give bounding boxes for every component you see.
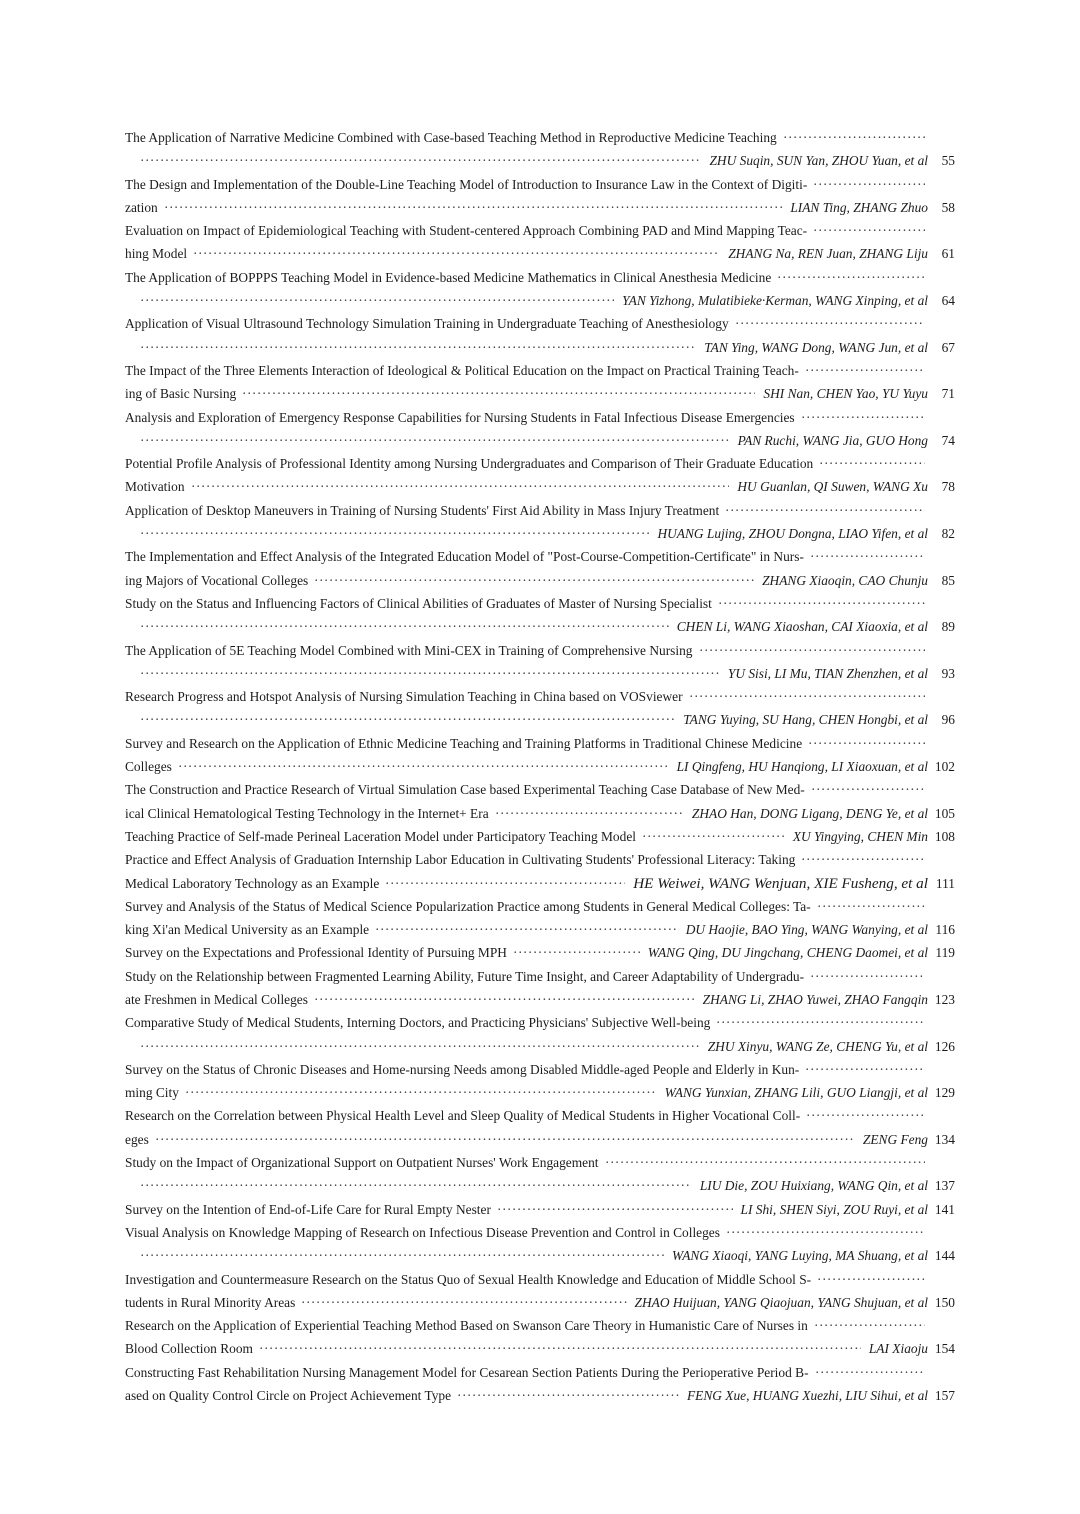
toc-entry-title-line (125, 1314, 955, 1337)
toc-entry[interactable] (125, 1104, 955, 1151)
toc-entry-title-line (125, 1361, 955, 1384)
toc-entry-author-line (125, 1244, 955, 1267)
dot-leader (806, 1104, 925, 1127)
dot-leader (801, 406, 925, 429)
dot-leader (735, 312, 925, 335)
entry-authors: ZHANG Xiaoqin, CAO Chunju (758, 569, 928, 592)
entry-authors: WANG Qing, DU Jingchang, CHENG Daomei, et al (644, 941, 928, 964)
dot-leader (140, 1244, 664, 1267)
toc-entry-title-line (125, 1058, 955, 1081)
entry-authors: SHI Nan, CHEN Yao, YU Yuyu (759, 382, 928, 405)
toc-entry-author-line (125, 825, 955, 848)
toc-entry-author-line (125, 872, 955, 895)
dot-leader (164, 196, 782, 219)
toc-entry[interactable] (125, 778, 955, 825)
entry-page-number: 93 (941, 665, 955, 681)
toc-entry[interactable] (125, 1221, 955, 1268)
dot-leader (185, 1081, 657, 1104)
toc-entry-author-line (125, 662, 955, 685)
toc-entry[interactable] (125, 965, 955, 1012)
entry-authors: LI Shi, SHEN Siyi, ZOU Ruyi, et al (737, 1198, 928, 1221)
dot-leader (140, 336, 696, 359)
toc-entry[interactable] (125, 219, 955, 266)
entry-page-number: 85 (941, 572, 955, 588)
entry-title-text: Study on the Impact of Organizational Support on Outpatient Nurses' Work Engagement (125, 1151, 603, 1174)
entry-page-number: 129 (934, 1085, 955, 1101)
toc-entry-author-line (125, 988, 955, 1011)
entry-title-text: Application of Desktop Maneuvers in Training of Nursing Students' First Aid Ability in Mass Injury Treatment (125, 499, 723, 522)
toc-entry-author-line (125, 569, 955, 592)
toc-entry-author-line (125, 289, 955, 312)
toc-entry-title-line (125, 1104, 955, 1127)
toc-entry-title-line (125, 1151, 955, 1174)
toc-entry-author-line (125, 149, 955, 172)
dot-leader (813, 173, 925, 196)
dot-leader (495, 802, 684, 825)
toc-entry[interactable] (125, 1011, 955, 1058)
toc-entry-title-line (125, 266, 955, 289)
toc-entry-author-line (125, 615, 955, 638)
toc-entry-author-line (125, 196, 955, 219)
dot-leader (457, 1384, 679, 1407)
dot-leader (817, 895, 925, 918)
toc-entry[interactable] (125, 825, 955, 848)
toc-entry-title-line (125, 1221, 955, 1244)
toc-entry-title-line (125, 312, 955, 335)
toc-entry[interactable] (125, 499, 955, 546)
entry-authors: XU Yingying, CHEN Min (789, 825, 928, 848)
toc-entry-title-line (125, 219, 955, 242)
toc-entry[interactable] (125, 173, 955, 220)
toc-entry-title-line (125, 499, 955, 522)
entry-page-number: 157 (934, 1388, 955, 1404)
toc-entry[interactable] (125, 359, 955, 406)
entry-page-number: 150 (934, 1294, 955, 1310)
entry-page-number: 116 (935, 922, 955, 938)
entry-title-tail: ing Majors of Vocational Colleges (125, 569, 312, 592)
dot-leader (140, 522, 649, 545)
entry-title-tail: ate Freshmen in Medical Colleges (125, 988, 312, 1011)
dot-leader (810, 545, 925, 568)
toc-entry-author-line (125, 918, 955, 941)
toc-entry[interactable] (125, 895, 955, 942)
toc-entry-title-line (125, 592, 955, 615)
entry-title-text: Research on the Correlation between Physical Health Level and Sleep Quality of Medical Students in Higher Vocational Coll- (125, 1104, 804, 1127)
toc-entry-title-line (125, 848, 955, 871)
dot-leader (242, 382, 755, 405)
dot-leader (819, 452, 925, 475)
entry-page-number: 126 (934, 1038, 955, 1054)
dot-leader (605, 1151, 925, 1174)
entry-title-text: Constructing Fast Rehabilitation Nursing Management Model for Cesarean Section Patients During the Perioperative Period B- (125, 1361, 813, 1384)
toc-entry[interactable] (125, 1058, 955, 1105)
entry-page-number: 119 (935, 945, 955, 961)
dot-leader (497, 1198, 733, 1221)
toc-entry[interactable] (125, 406, 955, 453)
entry-authors: YU Sisi, LI Mu, TIAN Zhenzhen, et al (724, 662, 928, 685)
entry-page-number: 144 (934, 1248, 955, 1264)
toc-entry-author-line (125, 522, 955, 545)
toc-entry-author-line (125, 1198, 955, 1221)
dot-leader (385, 872, 625, 895)
entry-title-tail: Colleges (125, 755, 176, 778)
entry-authors: HUANG Lujing, ZHOU Dongna, LIAO Yifen, et al (653, 522, 928, 545)
dot-leader (140, 149, 701, 172)
table-of-contents (125, 126, 955, 1407)
entry-authors: ZENG Feng (859, 1128, 928, 1151)
entry-page-number: 78 (941, 479, 955, 495)
entry-page-number: 137 (934, 1178, 955, 1194)
entry-page-number: 89 (941, 619, 955, 635)
entry-authors: LI Qingfeng, HU Hanqiong, LI Xiaoxuan, et al (673, 755, 928, 778)
dot-leader (140, 289, 614, 312)
entry-title-text: Evaluation on Impact of Epidemiological Teaching with Student-centered Approach Combining PAD and Mind Mapping Teac- (125, 219, 811, 242)
entry-title-tail: ical Clinical Hematological Testing Technology in the Internet+ Era (125, 802, 493, 825)
dot-leader (726, 1221, 925, 1244)
entry-page-number: 134 (934, 1131, 955, 1147)
dot-leader (814, 1314, 925, 1337)
toc-entry[interactable] (125, 1314, 955, 1361)
toc-entry-author-line (125, 1128, 955, 1151)
dot-leader (178, 755, 669, 778)
dot-leader (314, 988, 695, 1011)
entry-title-text: Survey on the Status of Chronic Diseases and Home-nursing Needs among Disabled Middle-aged People and Elderly in Kun- (125, 1058, 803, 1081)
dot-leader (783, 126, 925, 149)
entry-authors: WANG Yunxian, ZHANG Lili, GUO Liangji, et al (661, 1081, 928, 1104)
entry-page-number: 58 (941, 199, 955, 215)
entry-page-number: 82 (941, 526, 955, 542)
toc-entry-title-line (125, 685, 955, 708)
dot-leader (155, 1128, 855, 1151)
entry-title-text: The Implementation and Effect Analysis of the Integrated Education Model of "Post-Course-Competition-Certificate" in Nurs- (125, 545, 808, 568)
toc-entry[interactable] (125, 312, 955, 359)
dot-leader (801, 848, 925, 871)
dot-leader (817, 1268, 925, 1291)
dot-leader (805, 1058, 925, 1081)
dot-leader (140, 1035, 700, 1058)
toc-entry-title-line (125, 1011, 955, 1034)
entry-title-text: Visual Analysis on Knowledge Mapping of Research on Infectious Disease Prevention and Control in Colleges (125, 1221, 724, 1244)
entry-authors: TANG Yuying, SU Hang, CHEN Hongbi, et al (679, 708, 928, 731)
toc-entry[interactable] (125, 685, 955, 732)
toc-entry[interactable] (125, 1268, 955, 1315)
dot-leader (811, 778, 925, 801)
toc-entry-author-line (125, 802, 955, 825)
toc-entry[interactable] (125, 126, 955, 173)
entry-title-tail: ased on Quality Control Circle on Project Achievement Type (125, 1384, 455, 1407)
toc-entry-author-line (125, 336, 955, 359)
entry-authors: HE Weiwei, WANG Wenjuan, XIE Fusheng, et al (629, 872, 928, 895)
toc-entry-author-line (125, 242, 955, 265)
entry-page-number: 105 (934, 805, 955, 821)
entry-title-text: Study on the Relationship between Fragmented Learning Ability, Future Time Insight, and Career Adaptability of Undergradu- (125, 965, 808, 988)
entry-page-number: 55 (941, 153, 955, 169)
entry-title-tail: Blood Collection Room (125, 1337, 257, 1360)
entry-title-text: Application of Visual Ultrasound Technology Simulation Training in Undergraduate Teaching of Anesthesiology (125, 312, 733, 335)
entry-title-text: Investigation and Countermeasure Research on the Status Quo of Sexual Health Knowledge and Education of Middle School S- (125, 1268, 815, 1291)
entry-page-number: 61 (941, 246, 955, 262)
toc-entry[interactable] (125, 941, 955, 964)
toc-entry[interactable] (125, 848, 955, 895)
entry-title-tail: Motivation (125, 475, 189, 498)
entry-title-text: Analysis and Exploration of Emergency Response Capabilities for Nursing Students in Fatal Infectious Disease Emergencies (125, 406, 799, 429)
entry-page-number: 74 (941, 432, 955, 448)
dot-leader (725, 499, 925, 522)
entry-title-text: Research Progress and Hotspot Analysis of Nursing Simulation Teaching in China based on VOSviewer (125, 685, 687, 708)
dot-leader (810, 965, 925, 988)
dot-leader (375, 918, 678, 941)
dot-leader (689, 685, 925, 708)
toc-entry-author-line (125, 708, 955, 731)
entry-page-number: 111 (935, 875, 955, 891)
dot-leader (718, 592, 925, 615)
toc-entry[interactable] (125, 1151, 955, 1198)
toc-entry-title-line (125, 452, 955, 475)
toc-entry[interactable] (125, 732, 955, 779)
entry-title-text: Potential Profile Analysis of Professional Identity among Nursing Undergraduates and Comparison of Their Graduate Education (125, 452, 817, 475)
toc-entry[interactable] (125, 1361, 955, 1408)
toc-entry-author-line (125, 1174, 955, 1197)
toc-entry-author-line (125, 755, 955, 778)
toc-entry-author-line (125, 1384, 955, 1407)
entry-authors: CHEN Li, WANG Xiaoshan, CAI Xiaoxia, et al (673, 615, 928, 638)
toc-entry-author-line (125, 941, 955, 964)
dot-leader (813, 219, 925, 242)
entry-title-text: Research on the Application of Experiential Teaching Method Based on Swanson Care Theory in Humanistic Care of Nurses in (125, 1314, 812, 1337)
entry-authors: FENG Xue, HUANG Xuezhi, LIU Sihui, et al (683, 1384, 928, 1407)
entry-authors: ZHU Suqin, SUN Yan, ZHOU Yuan, et al (705, 149, 928, 172)
dot-leader (140, 1174, 692, 1197)
entry-page-number: 71 (941, 386, 955, 402)
entry-title-text: Survey and Analysis of the Status of Medical Science Popularization Practice among Students in General Medical Colleges: Ta- (125, 895, 815, 918)
entry-title-text: The Impact of the Three Elements Interaction of Ideological & Political Education on the Impact on Practical Training Teach- (125, 359, 803, 382)
toc-entry[interactable] (125, 639, 955, 686)
entry-authors: HU Guanlan, QI Suwen, WANG Xu (733, 475, 928, 498)
dot-leader (805, 359, 925, 382)
entry-title-tail: tudents in Rural Minority Areas (125, 1291, 299, 1314)
entry-authors: ZHANG Na, REN Juan, ZHANG Liju (724, 242, 928, 265)
dot-leader (716, 1011, 925, 1034)
dot-leader (815, 1361, 925, 1384)
entry-title-tail: eges (125, 1128, 153, 1151)
toc-entry-title-line (125, 639, 955, 662)
entry-title-text: The Application of Narrative Medicine Combined with Case-based Teaching Method in Reproductive Medicine Teaching (125, 126, 781, 149)
entry-title-text: Practice and Effect Analysis of Graduation Internship Labor Education in Cultivating Students' Professional Literacy: Taking (125, 848, 799, 871)
entry-title-tail: Medical Laboratory Technology as an Example (125, 872, 383, 895)
entry-title-text: The Design and Implementation of the Double-Line Teaching Model of Introduction to Insurance Law in the Context of Digiti- (125, 173, 811, 196)
toc-entry-title-line (125, 173, 955, 196)
toc-entry-author-line (125, 1291, 955, 1314)
entry-title-tail: zation (125, 196, 162, 219)
toc-entry-author-line (125, 429, 955, 452)
dot-leader (808, 732, 925, 755)
entry-authors: ZHAO Han, DONG Ligang, DENG Ye, et al (688, 802, 928, 825)
toc-entry-author-line (125, 1035, 955, 1058)
entry-page-number: 64 (941, 293, 955, 309)
dot-leader (140, 662, 720, 685)
toc-entry[interactable] (125, 452, 955, 499)
entry-authors: LIU Die, ZOU Huixiang, WANG Qin, et al (696, 1174, 928, 1197)
entry-title-tail: hing Model (125, 242, 191, 265)
toc-entry-title-line (125, 965, 955, 988)
dot-leader (513, 941, 640, 964)
entry-page-number: 154 (934, 1341, 955, 1357)
toc-entry[interactable] (125, 1198, 955, 1221)
entry-page-number: 123 (934, 991, 955, 1007)
toc-entry-author-line (125, 475, 955, 498)
entry-page-number: 102 (934, 759, 955, 775)
toc-entry-title-line (125, 895, 955, 918)
dot-leader (699, 639, 925, 662)
dot-leader (259, 1337, 861, 1360)
entry-title-tail: ming City (125, 1081, 183, 1104)
toc-entry-title-line (125, 778, 955, 801)
dot-leader (301, 1291, 627, 1314)
dot-leader (777, 266, 925, 289)
toc-entry-author-line (125, 382, 955, 405)
toc-entry-title-line (125, 126, 955, 149)
toc-entry-title-line (125, 1268, 955, 1291)
toc-entry[interactable] (125, 592, 955, 639)
entry-title-tail: king Xi'an Medical University as an Example (125, 918, 373, 941)
entry-page-number: 141 (934, 1201, 955, 1217)
dot-leader (193, 242, 720, 265)
entry-page-number: 108 (934, 828, 955, 844)
toc-entry[interactable] (125, 266, 955, 313)
entry-authors: ZHANG Li, ZHAO Yuwei, ZHAO Fangqin (699, 988, 928, 1011)
entry-title-text: Comparative Study of Medical Students, Interning Doctors, and Practicing Physicians' Subjective Well-being (125, 1011, 714, 1034)
dot-leader (140, 615, 669, 638)
entry-authors: ZHU Xinyu, WANG Ze, CHENG Yu, et al (704, 1035, 928, 1058)
entry-title-text: The Application of 5E Teaching Model Combined with Mini-CEX in Training of Comprehensive Nursing (125, 639, 697, 662)
entry-title-tail: ing of Basic Nursing (125, 382, 240, 405)
dot-leader (140, 708, 675, 731)
toc-entry-title-line (125, 406, 955, 429)
dot-leader (191, 475, 729, 498)
entry-authors: PAN Ruchi, WANG Jia, GUO Hong (734, 429, 928, 452)
dot-leader (314, 569, 754, 592)
entry-title-text: The Application of BOPPPS Teaching Model in Evidence-based Medicine Mathematics in Clinical Anesthesia Medicine (125, 266, 775, 289)
entry-page-number: 67 (941, 339, 955, 355)
entry-title-tail: Survey on the Expectations and Professional Identity of Pursuing MPH (125, 941, 511, 964)
entry-authors: YAN Yizhong, Mulatibieke·Kerman, WANG Xinping, et al (618, 289, 928, 312)
entry-authors: WANG Xiaoqi, YANG Luying, MA Shuang, et al (668, 1244, 928, 1267)
entry-authors: LIAN Ting, ZHANG Zhuo (786, 196, 928, 219)
entry-title-text: Study on the Status and Influencing Factors of Clinical Abilities of Graduates of Master of Nursing Specialist (125, 592, 716, 615)
toc-entry-title-line (125, 359, 955, 382)
entry-authors: DU Haojie, BAO Ying, WANG Wanying, et al (682, 918, 928, 941)
dot-leader (642, 825, 785, 848)
toc-entry-title-line (125, 545, 955, 568)
entry-title-tail: Teaching Practice of Self-made Perineal Laceration Model under Participatory Teaching Model (125, 825, 640, 848)
entry-title-tail: Survey on the Intention of End-of-Life Care for Rural Empty Nester (125, 1198, 495, 1221)
entry-title-text: The Construction and Practice Research of Virtual Simulation Case based Experimental Teaching Case Database of New Med- (125, 778, 809, 801)
entry-page-number: 96 (941, 712, 955, 728)
entry-authors: ZHAO Huijuan, YANG Qiaojuan, YANG Shujuan, et al (631, 1291, 928, 1314)
entry-title-text: Survey and Research on the Application of Ethnic Medicine Teaching and Training Platforms in Traditional Chinese Medicine (125, 732, 806, 755)
toc-entry-author-line (125, 1081, 955, 1104)
entry-authors: TAN Ying, WANG Dong, WANG Jun, et al (700, 336, 928, 359)
toc-entry-author-line (125, 1337, 955, 1360)
dot-leader (140, 429, 730, 452)
toc-entry-title-line (125, 732, 955, 755)
entry-authors: LAI Xiaoju (865, 1337, 928, 1360)
toc-entry[interactable] (125, 545, 955, 592)
